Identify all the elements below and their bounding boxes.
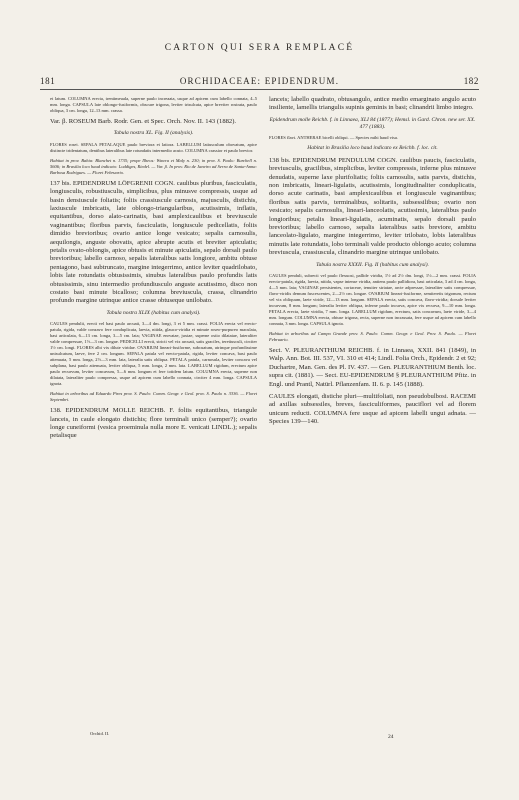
diagnosis-continued: lanceis; labello quadrato, obtusangulo, antice medio emarginato angulo acuto insiliente, lamellis triangulis supinis geminis in basi; clinandrii limbo integro.	[269, 96, 476, 112]
right-column	[269, 96, 476, 431]
flower-note: FLORES flavi. ANTHERAE bicelli obliqui. — Species mihi haud visa.	[269, 135, 398, 141]
variety-description: FLORES rosei. SEPALA PETALAQUE paulo breviora et latiora. LABELLUM latiusculum obovatum, apice distincte tridentatum, dentibus lateralibus late rotundatis intermedio acuto. COLUMNA crassior et paulo brevior.	[50, 141, 257, 153]
section-description: CAULES elongati, distiche pluri—multifoliati, non pseudobulbosi. RACEMI ad axillas subsessiles, breves, fasciculiformes, pauciflori vel ad florem unicum reducti. COLUMNA fere usque ad apicem labelli ungui adnata. — Species 139—140.	[269, 392, 476, 426]
page-number-left: 181	[40, 76, 56, 86]
species-description-pendulum: CAULES penduli, subrecti vel paulo flexuosi, pallide viridia, 1½ ad 2½ dm. longi, 1½—2 mm. crassi. FOLIA erecto-patula, rigida, laevia, nitida, vapse intense viridia, antiens paulo pallidiora, basi articulata, 3 ad 4 cm. longa, 4—5 mm. lata; VAGINAE persistentes, cortaceae, tenuiter striatae, arcte adpressae, lateraliter satis compressae, flavo-viridis demum fuscescentes, 2—2½ cm. longae. OVARIUM lineari-fusiforme, semiteretis trigonum, rectum vel vix obliquum, laete viride, 12—13 mm. longum. SEPALA erecta, satis concava, flavo-viridia; dorsale leviter incurvum, 8 mm. longum; lateralia leviter obliqua, inferne paulo incurva, apice vix recurva, 9—10 mm. longa. PETALA erecta, laete viridia, 7 mm. longa. LABELLUM rigidum, erectum, satis concavum, laete viride, 3—4 mm. longum. COLUMNA erecta, obtuse trigona, recta, superne non incrassata, fere usque ad apicem cum labello connata, 3 mm. longa. CAPSULA ignota.	[269, 272, 476, 326]
page-number-right: 182	[463, 76, 479, 86]
section-heading: Sect. V. PLEURANTHIUM REICHB. f. in Linnaea, XXII. 841 (1849), in Walp. Ann. Bot. III. 537, VI. 310 et 414; Lindl. Folia Orch., Epidendr. 2 et 92; Duchartre, Man. Gen. des Pl. IV. 437. — Gen. PLEURANTHIUM Benth. loc. supra cit. (1881). — Sect. EU-EPIDENDRUM § PLEURANTHIUM Pfitz. in Engl. und Prantl, Natürl. Pflanzenfam. II. 6. p. 145 (1888).	[269, 346, 476, 388]
species-diagnosis-lofgrenii: 137 bis. EPIDENDRUM LÖFGRENII COGN. caulibus pluribus, fasciculatis, longiusculis, robustiusculis, simplicibus, plus minusve compressis, usque ad basin densiuscule foliatis; foliis crassiuscule carnosis, majusculis, distichis, laxiuscule imbricatis, late oblongo-triangularibus, acutissimis, inflatis, equitantibus, dorso alato-carinatis, basi amplexicaulibus et breviuscule vaginantibus; floribus parvis, fasciculatis, longiuscule pedicellatis, foliis dimidio brevioribus; ovario antice longe vesicato; sepalis carnosulis, aequilongis, anguste obovatis, apice abrupte acutis et breviter apiculatis; petalis ovato-oblongis, apice obtusis et minute apiculatis, sepalo dorsali paulo brevioribus; labello carnoso, sepalis lateralibus satis longiore, ambitu obtuse pentagono, basi subtruncato, margine integerrimo, antice leviter quadrilobato, lobis late rotundatis obtusissimis, sinubus lateralibus paulo profundis latis obtusissimis, sinu intermedio profundiusculo anguste acutissimo, disco non costato basi minute bicalloso; columna breviuscula, crassa, clinandrio profundo margine utrinque antice crasse obtuseque unilobato.	[50, 179, 257, 305]
cover-sheet-notice: CARTON QUI SERA REMPLACÉ	[164, 43, 355, 53]
species-diagnosis-molle: 138. EPIDENDRUM MOLLE REICHB. F. foliis equitantibus, triangule lanceis, in caule elongato distichis; flore terminali unico (semper?); ovario longe cuneiformi (vesica proeminula nulla more E. venicati LINDL.); sepalis petalisque	[50, 407, 257, 440]
plate-reference: Tabula nostra XXXII. Fig. II (habitus cum analysi).	[316, 261, 429, 268]
literature-citation: Epidendrum molle Reichb. f. in Linnaea, XLI 84 (1877); Hemsl. in Gard. Chron. new ser. XX. 477 (1883).	[269, 116, 476, 131]
signature-mark: Orchid. II.	[90, 731, 110, 736]
plate-reference: Tabula nostra XLIX (habitus cum analysi).	[106, 309, 201, 316]
habitat-note: Habitat in Brasilia loco haud indicato ex Reichb. f. loc. cit.	[307, 145, 438, 152]
plate-reference: Tabula nostra XL. Fig. II (analysis).	[113, 130, 194, 137]
running-title: ORCHIDACEAE: EPIDENDRUM.	[179, 76, 340, 86]
header-rule	[40, 89, 479, 90]
left-column	[50, 96, 257, 445]
habitat-note: Habitat in arboribus ad Eduardo Pires prov. S. Paulo: Comm. Geogr. e Geol. prov. S. Paulo n. 3336. — Floret Septembri.	[50, 391, 257, 403]
species-description-lofgrenii: CAULES pendulii, erecti vel basi paulo arcuati, 3—4 dm. longi, 3 et 5 mm. crassi. FOLIA erecta vel erecto-patula, rigida, valde conzavo fere conduplicata, laevia, nitida, glauco-viridia et minute roseo-purpureo maculata, basi articulata, 6—13 cm. longa, 3—5 cm. lata; VAGINAE enrvatae, juxtae, superne ostio dilatatae, lateraliter valde compressae, 1½—3 cm. longae. PEDICELLI erecti, stricti vel vix arcuati, satis graciles, teretiusculi, circiter 1½ cm. longi. FLORES albi vix dilute viridae. OVARIUM lineari-fusiforme, subcuatum, utrinque profundissime unisulcatum, laeve, fere 2 cm. longum. SEPALA patula vel erecto-patula, rigida, leviter concava, basi paulo attenuata, 5 mm. longa, 2½—3 mm. lata, lateralia satis obliqua. PETALA patula, carnosula, leviter concava vel subplana, basi paulo attenuata, leviter obliqua, 5 mm. longa, 2 mm. lata. LABELLUM rigidum, erectum apice paulo recurvum, leviter concavum, 5—6 mm. longum et fere totidem latum. COLUMNA erecta, superne non dilatata, lateraliter paulo compressa, usque ad apicem cum labello connata, circiter 4 mm. longa. CAPSULA ignota.	[50, 321, 257, 387]
habitat-note: Habitat in prov. Bahia: Blanchet n. 1735; prope Ilheos: Wawra et Maly n. 230; in prov. S. Paulo: Burchell n. 5606; in Brasilia loco haud indicato: Loddiges, Riedel. — Var. β. In prov. Rio de Janeiro ad Serra de Santa-Anna: Barbosa Rodrigues. — Floret Februario.	[50, 157, 257, 175]
description-continued: et latum. COLUMNA erecta, trentimeuala, superne paulo increaata, usque ad apicem cum labello connata, 4–5 mm. longa. CAPSULA late oblongo-fusiformis, obscure trigona, leviter trisulcata, apice breviter rostrata, paulo obliqua, 3 cm. longa, 12–13 mm. crassa.	[50, 96, 257, 113]
species-diagnosis-pendulum: 138 bis. EPIDENDRUM PENDULUM COGN. caulibus paucis, fasciculatis, breviusculis, gracilibus, simplicibus, leviter compressis, inferne plus minusve denudatis, superne laxe plurifoliatis; foliis carnosulis, satis parvis, distichis, non imbricatis, lineari-ligulatis, acutissimis, longitudinaliter conduplicatis, dorso acute carinatis, basi amplexicaulibus et longiuscule vaginantibus; floribus satis parvis, terminalibus, solitariis, subsessilibus; ovario non vesicato; sepalis carnosulis, lineari-lanceolatis, acutissimis, lateralibus paulo longioribus; petalis lineari-ligulatis, acuminatis, sepalo dorsali paulo brevioribus; labello carnoso, sepalis lateralibus satis breviore, ambitu lanceolato-ligulato, margine integerrimo, leviter trilobato, lobis lateralibus minutis late rotundatis, lobo terminali valde producto oblongo acuto; columna breviuscula, crassiuscula, clinandrio margine utrinque unilobato.	[269, 156, 476, 257]
habitat-note: Habitat in arboribus ad Campo Grande prov. S. Paulo: Comm. Geogr. e Geol. Prov. S. Paulo. — Floret Februario.	[269, 330, 476, 342]
variety-heading: Var. β. ROSEUM Barb. Rodr. Gen. et Spec. Orch. Nov. II. 143 (1882).	[50, 118, 237, 125]
sheet-number: 24	[388, 734, 394, 740]
